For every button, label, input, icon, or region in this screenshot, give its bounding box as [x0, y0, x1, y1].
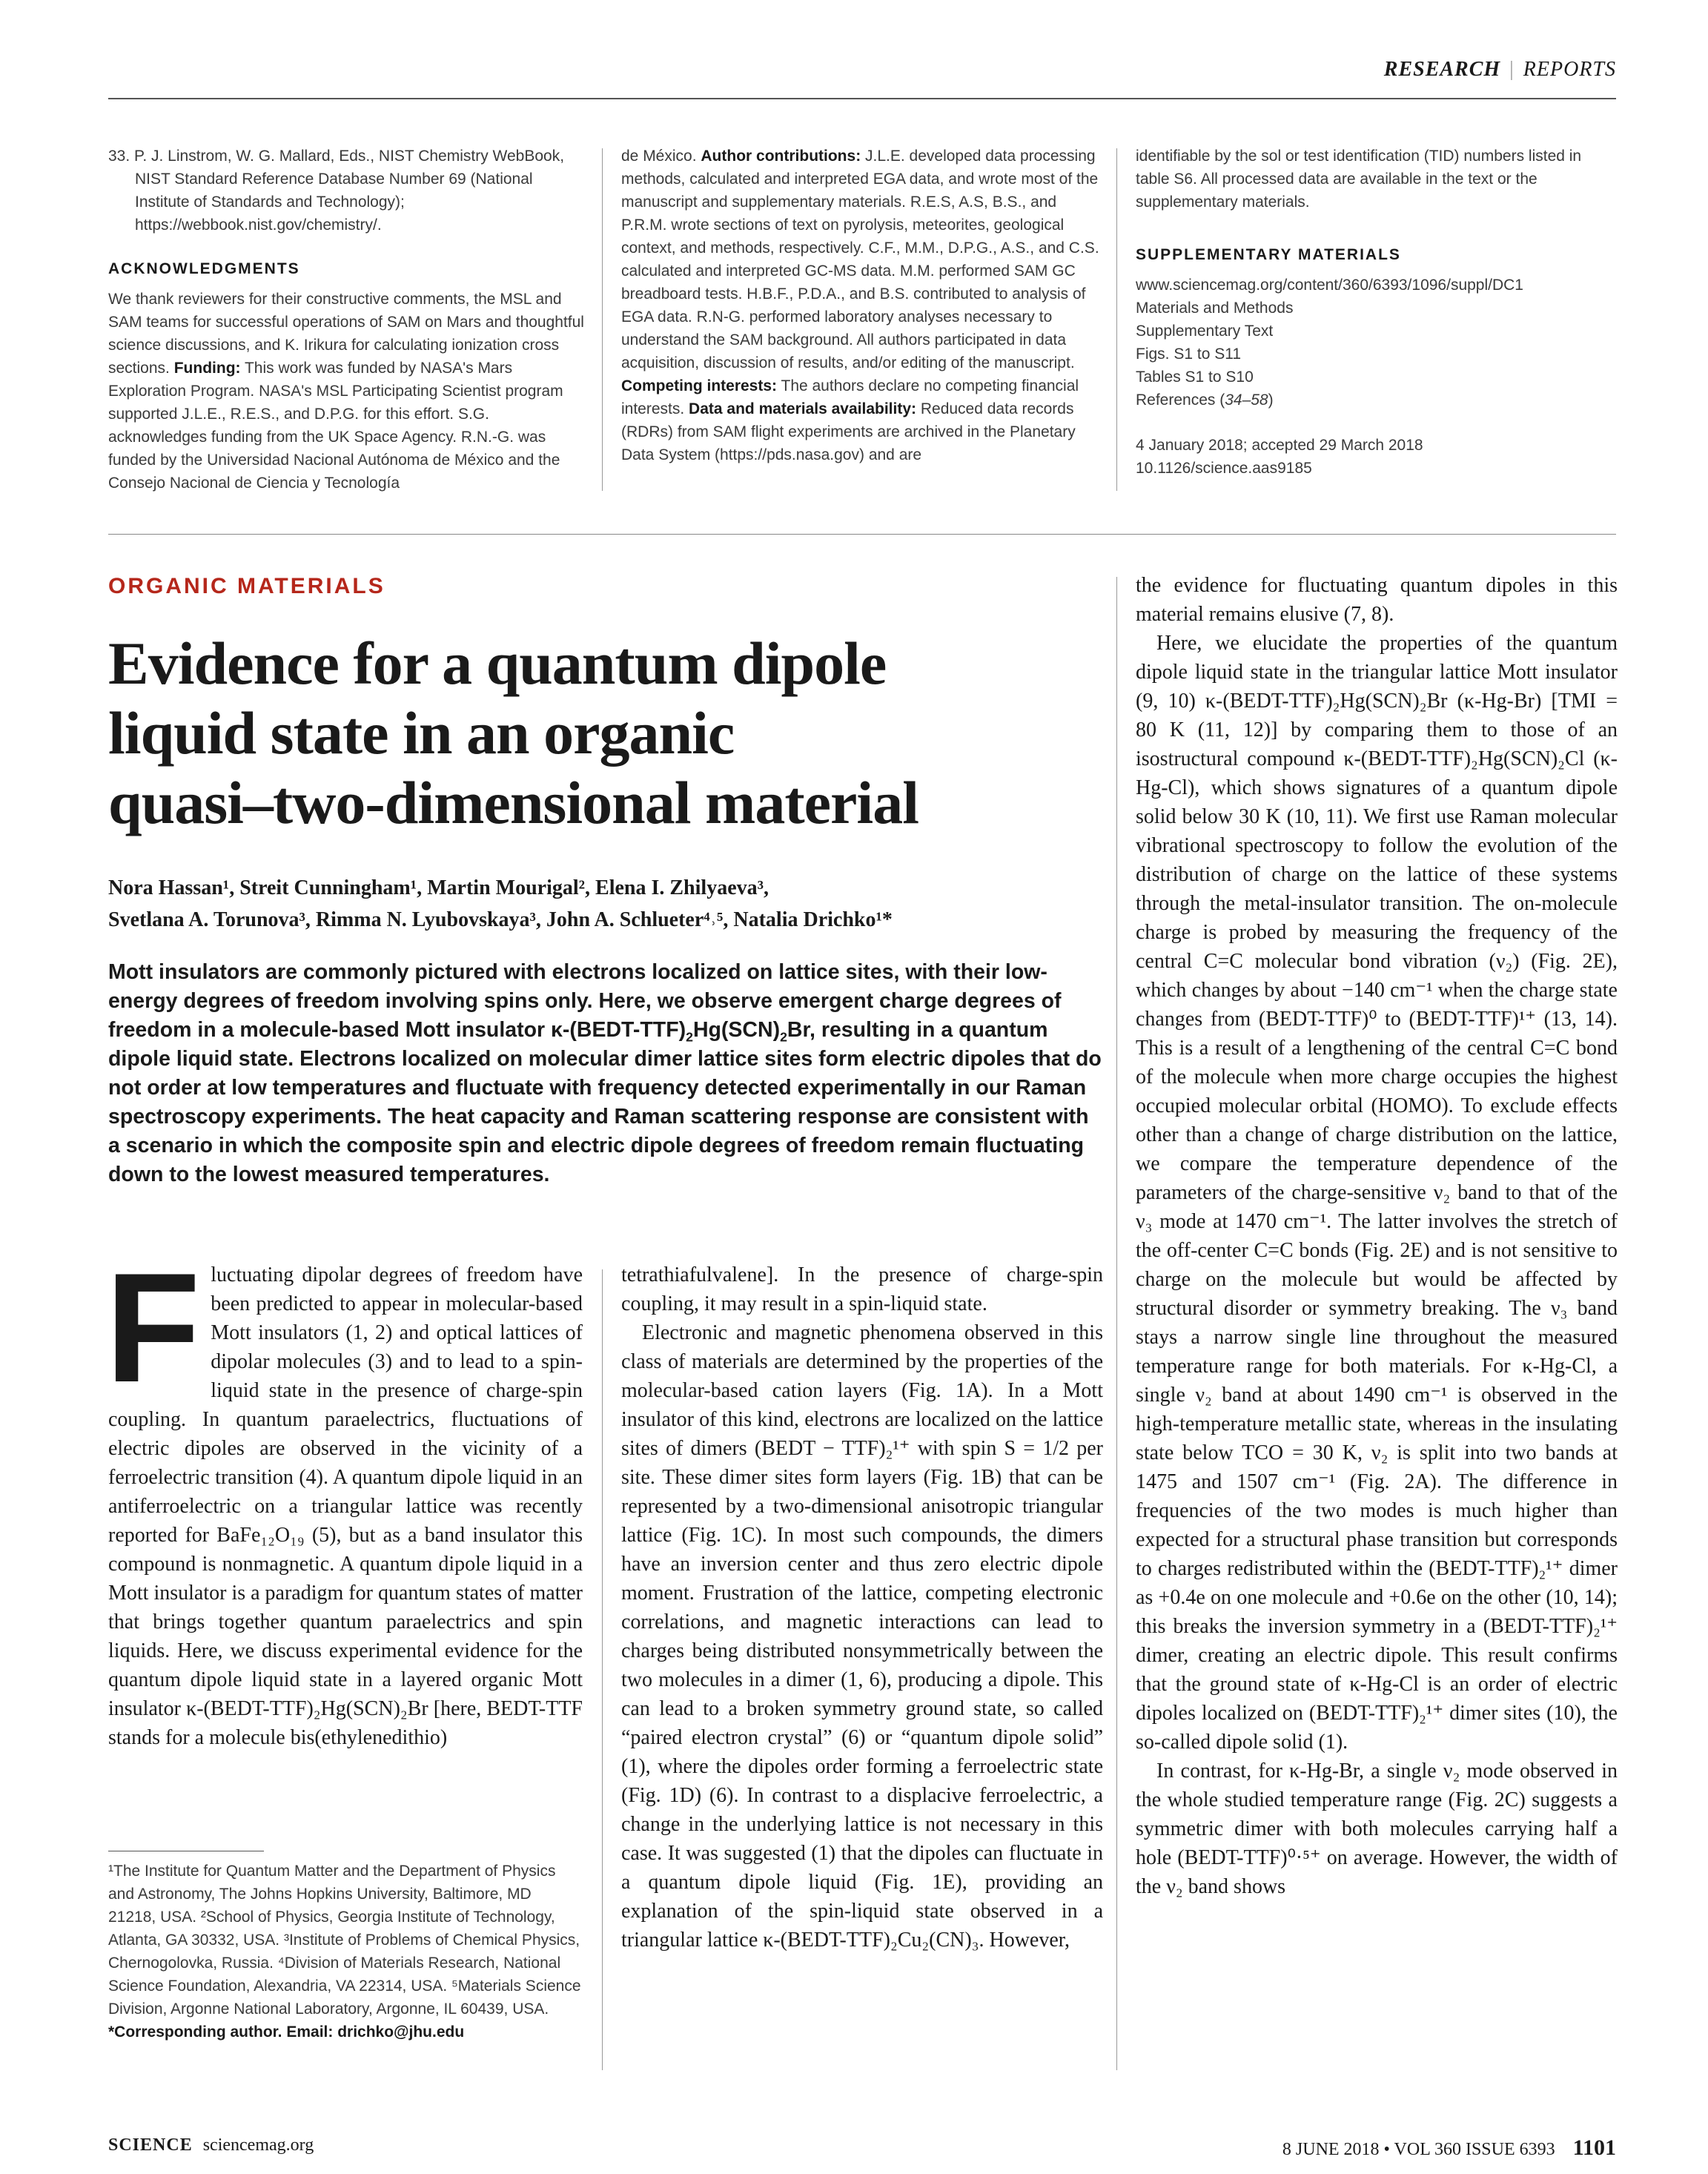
refs-suffix: ) [1268, 391, 1274, 409]
column-divider [1116, 148, 1117, 491]
received-date: 4 January 2018; accepted 29 March 2018 [1136, 437, 1423, 454]
subsection-label: REPORTS [1523, 58, 1616, 81]
column-divider [1116, 577, 1117, 2070]
ack-text-2: This work was funded by NASA's Mars Exploration Program. NASA's MSL Participating Scientist program supported J.L.E., R.E.S., and D.P.G. for this effort. S.G. acknowledges funding from the UK Space Agency. R.N.-G. was funded by the Universidad Nacional Autónoma de México and the Consejo Nacional de Ciencia y Tecnología [108, 360, 563, 492]
supplementary-heading: SUPPLEMENTARY MATERIALS [1136, 246, 1401, 263]
author-list [108, 872, 1116, 936]
column-divider [602, 148, 603, 491]
competing-label: Competing interests: [621, 377, 778, 394]
journal-site[interactable]: sciencemag.org [202, 2135, 314, 2155]
article-separator-rule [108, 534, 1616, 535]
paragraph: Here, we elucidate the properties of the quantum dipole liquid state in the triangular lattice Mott insulator (9, 10) κ-(BEDT-TTF)₂Hg(SCN)₂Br (κ-Hg-Br) [TMI = 80 K (11, 12)] by comparing them to those of an isostructural compound κ-(BEDT-TTF)₂Hg(SCN)₂Cl (κ-Hg-Cl), which shows signatures of a quantum dipole solid below 30 K (10, 11). We first use Raman molecular vibrational spectroscopy to follow the evolution of the distribution of charge on the lattice of these systems through the metal-insulator transition. The on-molecule charge is probed by measuring the frequency of the central C=C molecular bond vibration (ν₂) (Fig. 2E), which changes by about −140 cm⁻¹ when the charge state changes from (BEDT-TTF)⁰ to (BEDT-TTF)¹⁺ (13, 14). This is a result of a lengthening of the central C=C bond of the molecule when more charge occupies the highest occupied molecular orbital (HOMO). To exclude effects other than a change of charge distribution on the lattice, we compare the temperature dependence of the parameters of the charge-sensitive ν₂ band to that of the ν₃ mode at 1470 cm⁻¹. The latter involves the stretch of the off-center C=C bonds (Fig. 2E) and is not sensitive to charge on the molecule but would be affected by structural disorder or symmetry breaking. The ν₃ band stays a narrow single line throughout the measured temperature range for both materials. For κ-Hg-Cl, a single ν₂ band at about 1490 cm⁻¹ is observed in the high-temperature metallic state, whereas in the insulating state below TCO = 30 K, ν₂ is split into two bands at 1475 and 1507 cm⁻¹ (Fig. 2A). The difference in frequencies of the two modes is much higher than expected for a structural phase transition but corresponds to charges redistributed within the (BEDT-TTF)₂¹⁺ dimer as +0.4e on one molecule and +0.6e on the other (10, 14); this breaks the inversion symmetry in a (BEDT-TTF)₂¹⁺ dimer, creating an electric dipole. This result confirms that the ground state of κ-Hg-Cl is an order of electric dipoles localized on (BEDT-TTF)₂¹⁺ dimer sites (10), the so-called dipole solid (1). [1136, 632, 1618, 1754]
abstract-part-3: Br, resulting in a quantum dipole liquid state. Electrons localized on molecular dimer lattice sites form electric dipoles that do not order at low temperatures and fluctuate with frequency detected experimentally in our Raman spectroscopy experiments. The heat capacity and Raman scattering response are consistent with a scenario in which the composite spin and electric dipole degrees of freedom remain fluctuating down to the lowest measured temperatures. [108, 1018, 1102, 1186]
page-number: 1101 [1572, 2135, 1616, 2160]
funding-label: Funding: [173, 360, 241, 377]
contrib-text-4: Reduced data records (RDRs) from SAM flight experiments are archived in the Planetary Data System (https://pds.nasa.gov) and are [621, 400, 1076, 463]
paragraph: In contrast, for κ-Hg-Br, a single ν₂ mode observed in the whole studied temperature range (Fig. 2C) suggests a symmetric dimer with both molecules carrying half a hole (BEDT-TTF)⁰·⁵⁺ on average. However, the width of the ν₂ band shows [1136, 1760, 1618, 1898]
subscript-2: 2 [686, 1029, 693, 1045]
section-label: RESEARCH [1383, 58, 1501, 81]
contrib-text-3: The authors declare no competing financial interests. [621, 377, 1079, 417]
article-kicker: ORGANIC MATERIALS [108, 574, 385, 598]
paragraph: Electronic and magnetic phenomena observed in this class of materials are determined by the properties of the molecular-based cation layers (Fig. 1A). In a Mott insulator of this kind, electrons are localized on the lattice sites of dimers (BEDT − TTF)₂¹⁺ with spin S = 1/2 per site. These dimer sites form layers (Fig. 1B) that can be represented by a two-dimensional anisotropic triangular lattice (Fig. 1C). In most such compounds, the dimers have an inversion center and thus zero electric dipole moment. Frustration of the lattice, competing electronic correlations, and magnetic interactions can lead to charges being distributed nonsymmetrically between the two molecules in a dimer (1, 6), producing a dipole. This can lead to a broken symmetry ground state, so called “paired electron crystal” (6) or “quantum dipole solid” (1), where the dipoles order forming a ferroelectric state (Fig. 1D) (6). In contrast to a displacive ferroelectric, a change in the underlying lattice is not necessary in this case. It was suggested (1) that the dipoles can fluctuate in a quantum dipole liquid (Fig. 1E), providing an explanation of the spin-liquid state observed in a triangular lattice κ-(BEDT-TTF)₂Cu₂(CN)₃. However, [621, 1321, 1103, 1952]
supp-line-references [1136, 389, 1618, 412]
issue-info: 8 JUNE 2018 • VOL 360 ISSUE 6393 [1282, 2140, 1555, 2159]
corresponding-author: *Corresponding author. Email: drichko@jhu.edu [108, 2023, 465, 2041]
acknowledgments-heading: ACKNOWLEDGMENTS [108, 260, 300, 277]
refs-range: 34–58 [1225, 391, 1268, 409]
title-line-1: Evidence for a quantum dipole [108, 630, 887, 697]
paragraph: the evidence for fluctuating quantum dipoles in this material remains elusive (7, 8). [1136, 574, 1618, 626]
body-column-1 [105, 1240, 583, 1752]
ack-text-1: We thank reviewers for their constructive comments, the MSL and SAM teams for successful operations of SAM on Mars and thoughtful science discussions, and K. Irikura for calculating ionization cross sections. [108, 291, 584, 377]
footer-left [108, 2135, 314, 2155]
footer-right [1282, 2135, 1616, 2161]
title-line-3: quasi–two-dimensional material [108, 769, 918, 836]
abstract-part-1: Mott insulators are commonly pictured with electrons localized on lattice sites, with their low-energy degrees of freedom involving spins only. Here, we observe emergent charge degrees of freedom in a molecule-based Mott insulator κ-(BEDT-TTF) [108, 960, 1062, 1042]
header-rule [108, 98, 1616, 99]
subscript-2: 2 [780, 1029, 787, 1045]
contributions-text [621, 145, 1103, 466]
authors-line-2: Svetlana A. Torunova³, Rimma N. Lyubovskaya³, John A. Schlueter⁴˒⁵, Natalia Drichko¹* [108, 908, 893, 931]
header-separator: | [1509, 58, 1515, 81]
data-availability-text: identifiable by the sol or test identification (TID) numbers listed in table S6. All processed data are available in the text or the supplementary materials. [1136, 148, 1582, 211]
prev-article-col-3 [1136, 145, 1618, 480]
reference-33: 33. P. J. Linstrom, W. G. Mallard, Eds., NIST Chemistry WebBook, NIST Standard Reference Database Number 69 (National Institute of Standards and Technology); https://webbook.nist.gov/chemistry/. [108, 148, 565, 234]
drop-cap: F [105, 1240, 201, 1415]
paragraph: tetrathiafulvalene]. In the presence of charge-spin coupling, it may result in a spin-liquid state. [621, 1263, 1103, 1315]
doi[interactable]: 10.1126/science.aas9185 [1136, 460, 1312, 477]
intro-paragraph [105, 1240, 583, 1752]
acknowledgments-text [108, 288, 590, 495]
supp-line-methods: Materials and Methods [1136, 300, 1294, 317]
affiliations-text: ¹The Institute for Quantum Matter and the Department of Physics and Astronomy, The Johns Hopkins University, Baltimore, MD 21218, USA. ²School of Physics, Georgia Institute of Technology, Atlanta, GA 30332, USA. ³Institute of Problems of Chemical Physics, Chernogolovka, Russia. ⁴Division of Materials Research, National Science Foundation, Alexandria, VA 22314, USA. ⁵Materials Science Division, Argonne National Laboratory, Argonne, IL 60439, USA. [108, 1863, 581, 2018]
supp-line-figs: Figs. S1 to S11 [1136, 346, 1242, 363]
supp-line-tables: Tables S1 to S10 [1136, 369, 1254, 386]
running-header [1384, 58, 1616, 82]
contributions-label: Author contributions: [701, 148, 861, 165]
data-availability-label: Data and materials availability: [689, 400, 917, 417]
contrib-text-2: J.L.E. developed data processing methods, calculated and interpreted EGA data, and wrote most of the manuscript and supplementary materials. R.E.S, A.S, B.S., and P.R.M. wrote sections of text on pyrolysis, meteorites, geological context, and methods, respectively. C.F., M.M., D.P.G., A.S., and C.S. calculated and interpreted GC-MS data. M.M. performed SAM GC breadboard tests. H.B.F., P.D.A., and B.S. contributed to analysis of EGA data. R.N-G. performed laboratory analyses necessary to understand the SAM background. All authors participated in data acquisition, discussion of results, and/or editing of the manuscript. [621, 148, 1099, 371]
supp-line-url[interactable]: www.sciencemag.org/content/360/6393/1096/suppl/DC1 [1136, 277, 1523, 294]
body-column-3 [1136, 571, 1618, 1901]
refs-prefix: References ( [1136, 391, 1225, 409]
prev-article-col-1 [108, 145, 590, 495]
title-line-2: liquid state in an organic [108, 699, 735, 767]
prev-article-col-2 [621, 145, 1103, 466]
abstract [108, 958, 1102, 1189]
body-column-2 [621, 1261, 1103, 1955]
authors-line-1: Nora Hassan¹, Streit Cunningham¹, Martin Mourigal², Elena I. Zhilyaeva³, [108, 876, 769, 899]
article-title [108, 629, 1072, 838]
contrib-text-1: de México. [621, 148, 701, 165]
journal-name: SCIENCE [108, 2135, 193, 2155]
column-divider [602, 1269, 603, 2070]
abstract-part-2: Hg(SCN) [692, 1018, 781, 1042]
affiliations [108, 1860, 583, 2044]
supp-line-text: Supplementary Text [1136, 323, 1274, 340]
intro-text: luctuating dipolar degrees of freedom have been predicted to appear in molecular-based Mott insulators (1, 2) and optical lattices of dipolar molecules (3) and to lead to a spin-liquid state in the presence of charge-spin coupling. In quantum paraelectrics, fluctuations of electric dipoles are observed in the vicinity of a ferroelectric transition (4). A quantum dipole liquid in an antiferroelectric on a triangular lattice was recently reported for BaFe₁₂O₁₉ (5), but as a band insulator this compound is nonmagnetic. A quantum dipole liquid in a Mott insulator is a paradigm for quantum states of matter that brings together quantum paraelectrics and spin liquids. Here, we discuss experimental evidence for the quantum dipole liquid state in a layered organic Mott insulator κ-(BEDT-TTF)₂Hg(SCN)₂Br [here, BEDT-TTF stands for a molecule bis(ethylenedithio) [108, 1263, 583, 1749]
